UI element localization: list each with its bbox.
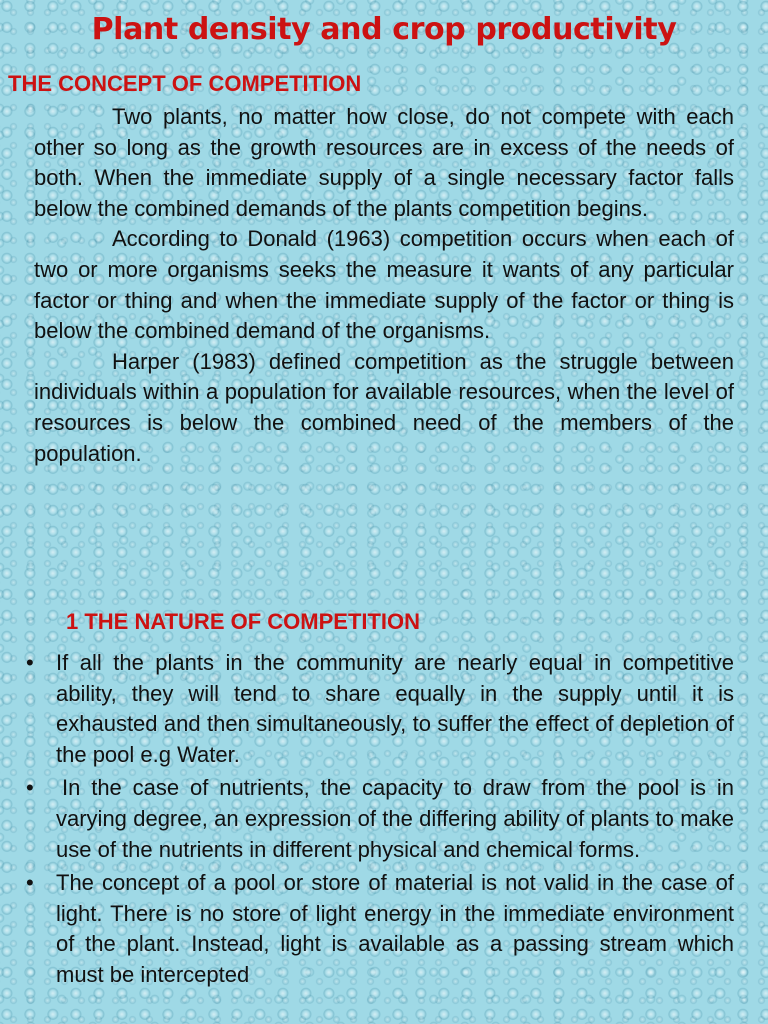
paragraph-3: Harper (1983) defined competition as the struggle between individuals within a population for available resources, when the level of resources is below the combined need of the members of the population. (34, 348, 734, 466)
bullet-icon: • (26, 775, 34, 801)
bullet-icon: • (26, 650, 34, 675)
bullet-text-2: In the case of nutrients, the capacity to draw from the pool is in varying degree, an expression of the differing ability of plants to make use of the nutrients in different physical and chemical forms. (56, 775, 734, 862)
slide-title: Plant density and crop productivity (91, 12, 677, 47)
bullet-item-1 (26, 648, 734, 770)
section-heading-nature: 1 THE NATURE OF COMPETITION (66, 609, 421, 634)
paragraph-1: Two plants, no matter how close, do not compete with each other so long as the growth resources are in excess of the needs of both. When the immediate supply of a single necessary factor falls below the combined demands of the plants competition begins. (34, 104, 734, 221)
bullet-item-2 (26, 773, 734, 865)
bullet-icon: • (26, 870, 34, 896)
bullet-list (26, 648, 734, 994)
paragraph-2: According to Donald (1963) competition occurs when each of two or more organisms seeks the measure it wants of any particular factor or thing and when the immediate supply of the factor or thing is below the combined demand of the organisms. (34, 226, 734, 344)
concept-body (34, 102, 734, 469)
section-heading-concept: THE CONCEPT OF COMPETITION (8, 71, 362, 96)
bullet-item-3 (26, 868, 734, 990)
bullet-text-3: The concept of a pool or store of material is not valid in the case of light. There is no store of light energy in the immediate environment of the plant. Instead, light is available as a passing stream which must be intercepted (56, 870, 734, 987)
bullet-text-1: If all the plants in the community are nearly equal in competitive ability, they will tend to share equally in the supply until it is exhausted and then simultaneously, to suffer the effect of depletion of the pool e.g Water. (56, 650, 734, 767)
